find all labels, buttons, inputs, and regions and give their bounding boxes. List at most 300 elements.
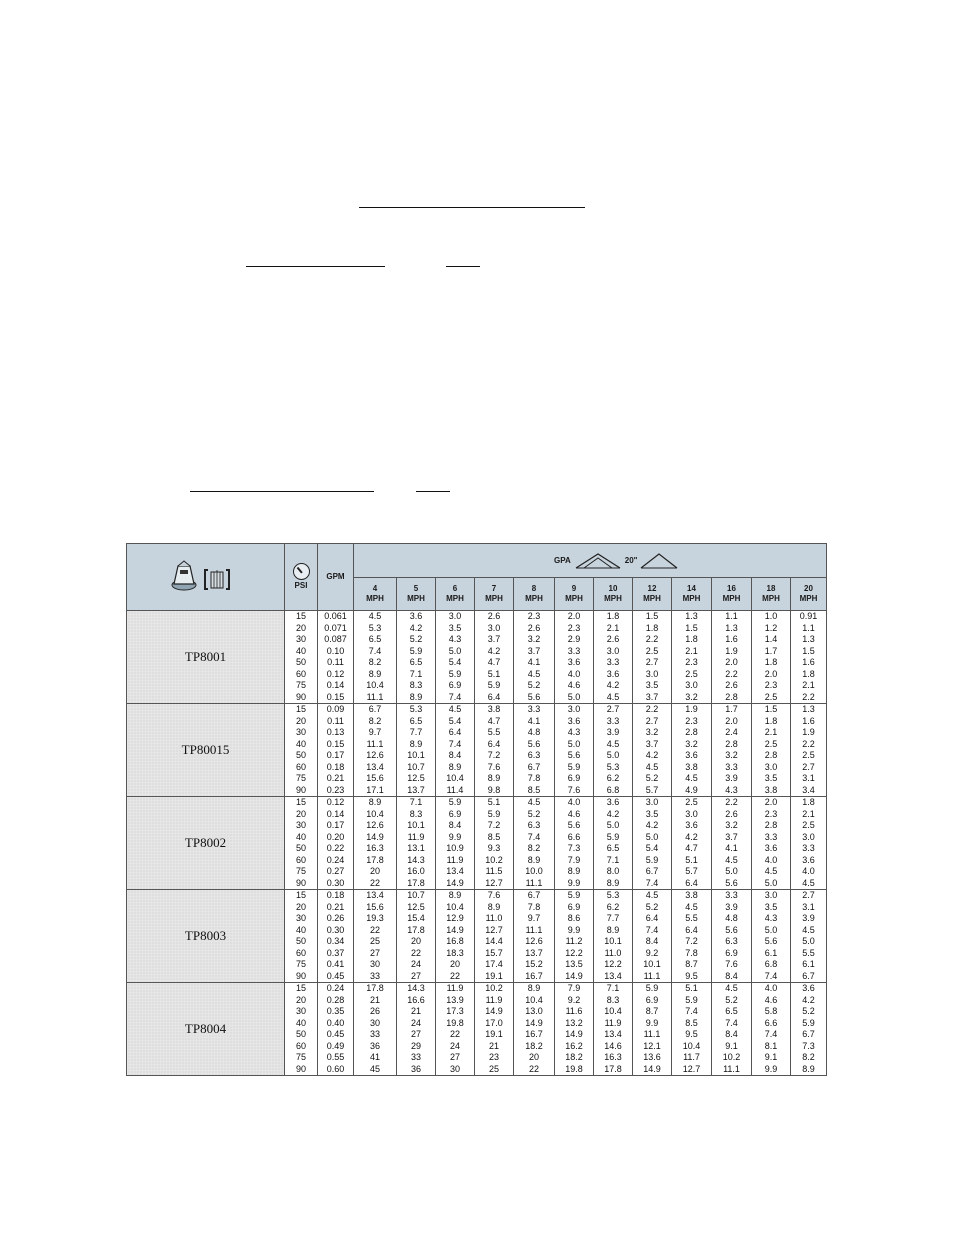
table-value: 5.8 [764, 1006, 778, 1016]
table-value: 6.6 [567, 831, 581, 842]
table-value: 12.7 [682, 1063, 701, 1074]
table-value: 2.3 [527, 611, 541, 621]
table-value: 12.1 [643, 1040, 661, 1051]
table-value: 7.8 [527, 773, 541, 783]
table-value: 6.5 [409, 715, 423, 726]
gpa-values-10-mph [594, 983, 633, 1076]
speed-unit: MPH [604, 594, 622, 603]
table-value: 7.3 [567, 843, 581, 853]
speed-value: 6 [452, 584, 458, 593]
psi-values [285, 983, 318, 1076]
table-value: 14.6 [604, 1040, 622, 1051]
table-value: 5.9 [645, 983, 659, 993]
table-value: 30 [295, 820, 306, 830]
gpa-values-10-mph [594, 890, 633, 983]
table-value: 5.0 [802, 936, 815, 946]
table-value: 30 [369, 1017, 380, 1028]
table-value: 2.9 [567, 634, 581, 644]
gpa-values-5-mph [397, 797, 436, 890]
table-value: 2.5 [764, 691, 778, 702]
table-value: 8.2 [802, 1052, 815, 1062]
table-value: 12.6 [525, 936, 543, 946]
table-value: 3.0 [764, 761, 778, 772]
table-value: 8.0 [606, 866, 620, 876]
gpa-values-18-mph [752, 983, 791, 1076]
table-value: 11.9 [446, 983, 464, 993]
table-value: 40 [295, 831, 306, 842]
table-value: 7.4 [368, 645, 382, 656]
speed-header-16-mph [712, 578, 752, 611]
table-value: 5.6 [725, 924, 738, 935]
speed-value: 20 [804, 584, 813, 593]
table-value: 0.24 [326, 854, 345, 865]
table-value: 10.2 [722, 1052, 741, 1062]
table-value: 7.7 [606, 913, 620, 923]
speed-header-18-mph [752, 578, 791, 611]
table-value: 9.2 [567, 994, 581, 1005]
table-value: 5.6 [764, 936, 778, 946]
table-value: 0.17 [326, 820, 345, 830]
gpa-values-20-mph [791, 797, 827, 890]
table-value: 2.2 [725, 797, 738, 807]
table-value: 6.9 [448, 680, 462, 690]
table-value: 20 [295, 994, 306, 1005]
table-value: 0.45 [326, 1029, 345, 1039]
table-value: 7.4 [764, 970, 778, 981]
table-value: 8.9 [527, 854, 541, 865]
table-value: 7.4 [645, 924, 659, 935]
table-value: 4.5 [645, 761, 659, 772]
table-value: 3.5 [764, 901, 778, 912]
table-value: 0.40 [326, 1017, 345, 1028]
table-value: 11.1 [723, 1063, 740, 1074]
gpm-header-label: GPM [326, 572, 345, 581]
table-value: 12.9 [446, 913, 464, 923]
speed-header-20-mph [791, 578, 827, 611]
table-value: 2.5 [645, 645, 659, 656]
table-value: 3.8 [685, 761, 698, 772]
table-value: 5.5 [685, 913, 698, 923]
table-value: 0.21 [326, 901, 345, 912]
gpa-values-5-mph [397, 890, 436, 983]
table-value: 0.91 [799, 611, 818, 621]
table-value: 4.6 [567, 680, 581, 690]
table-value: 16.2 [565, 1040, 583, 1051]
table-value: 12.5 [407, 773, 425, 783]
table-value: 18.2 [525, 1040, 543, 1051]
table-value: 4.2 [487, 645, 501, 656]
gpa-values-14-mph [672, 983, 712, 1076]
table-value: 2.8 [764, 750, 778, 760]
speed-header-5-mph [397, 578, 436, 611]
table-value: 2.0 [764, 797, 778, 807]
gpa-values-14-mph [672, 890, 712, 983]
psi-header-label: PSI [294, 581, 308, 590]
table-value: 12.6 [366, 820, 384, 830]
gpm-header [318, 544, 354, 611]
table-value: 5.9 [409, 645, 423, 656]
table-value: 2.1 [802, 680, 815, 690]
table-value: 16.7 [525, 1029, 543, 1039]
table-value: 3.7 [725, 831, 738, 842]
psi-values [285, 704, 318, 797]
table-value: 8.5 [527, 784, 541, 795]
table-value: 0.55 [326, 1052, 345, 1062]
table-value: 2.2 [802, 691, 815, 702]
table-value: 5.3 [409, 704, 423, 714]
table-value: 4.0 [567, 668, 581, 679]
nozzle-model: TP8004 [127, 983, 285, 1076]
table-value: 15 [295, 890, 306, 900]
table-row [127, 983, 827, 1076]
table-value: 1.1 [725, 611, 738, 621]
gpa-values-16-mph [712, 890, 752, 983]
table-value: 5.1 [487, 797, 501, 807]
table-value: 3.6 [409, 611, 423, 621]
gpa-values-20-mph [791, 611, 827, 704]
table-value: 1.3 [725, 622, 738, 633]
speed-value: 16 [727, 584, 736, 593]
table-value: 5.0 [567, 691, 581, 702]
table-value: 3.0 [645, 668, 659, 679]
table-value: 5.9 [567, 761, 581, 772]
table-value: 4.8 [725, 913, 738, 923]
table-value: 6.3 [527, 820, 541, 830]
table-value: 3.3 [764, 831, 778, 842]
table-value: 0.23 [326, 784, 345, 795]
table-value: 8.4 [725, 970, 738, 981]
table-value: 20 [295, 622, 306, 633]
table-value: 1.5 [764, 704, 778, 714]
table-value: 11.1 [525, 877, 543, 888]
table-value: 5.4 [448, 715, 462, 726]
table-value: 4.7 [487, 657, 501, 667]
table-value: 4.7 [487, 715, 501, 726]
table-value: 12.2 [565, 947, 583, 958]
table-value: 7.1 [606, 854, 620, 865]
table-value: 2.2 [645, 634, 659, 644]
gpa-values-8-mph [514, 983, 555, 1076]
gpa-values-9-mph [555, 983, 594, 1076]
table-value: 5.6 [567, 750, 581, 760]
underline-field-3 [190, 491, 374, 492]
table-value: 8.9 [487, 901, 501, 912]
table-value: 10.7 [407, 761, 425, 772]
table-value: 13.7 [407, 784, 425, 795]
gpa-values-7-mph [475, 890, 514, 983]
nozzle-model: TP8002 [127, 797, 285, 890]
table-value: 6.1 [802, 959, 815, 969]
table-value: 11.7 [683, 1052, 700, 1062]
table-value: 9.5 [685, 970, 698, 981]
table-value: 0.14 [326, 680, 345, 690]
table-value: 10.2 [485, 854, 503, 865]
table-value: 27 [410, 970, 421, 981]
table-value: 5.9 [567, 890, 581, 900]
table-value: 5.6 [527, 738, 541, 749]
table-value: 3.3 [725, 890, 738, 900]
table-value: 6.5 [368, 634, 382, 644]
table-value: 8.9 [368, 668, 382, 679]
gpa-values-16-mph [712, 611, 752, 704]
table-value: 3.0 [685, 808, 698, 819]
table-value: 4.6 [764, 994, 778, 1005]
gpa-values-18-mph [752, 704, 791, 797]
table-value: 2.8 [725, 691, 738, 702]
table-value: 17.1 [366, 784, 384, 795]
gpa-values-8-mph [514, 890, 555, 983]
table-value: 5.9 [487, 808, 501, 819]
table-value: 2.6 [487, 611, 501, 621]
table-value: 17.3 [446, 1006, 464, 1016]
speed-unit: MPH [722, 594, 741, 603]
table-value: 9.7 [527, 913, 541, 923]
table-value: 7.2 [487, 820, 501, 830]
table-value: 6.2 [606, 773, 620, 783]
nozzle-spacing-label: 20" [624, 556, 638, 565]
gpa-values-20-mph [791, 983, 827, 1076]
table-value: 15.6 [366, 773, 384, 783]
gpa-values-16-mph [712, 797, 752, 890]
table-value: 7.4 [764, 1029, 778, 1039]
table-value: 20 [449, 959, 460, 969]
table-value: 3.0 [606, 645, 620, 656]
table-value: 4.2 [685, 831, 698, 842]
table-value: 0.10 [326, 645, 345, 656]
table-value: 5.9 [606, 831, 620, 842]
table-value: 5.9 [645, 854, 659, 865]
table-value: 9.1 [764, 1052, 778, 1062]
gpa-values-10-mph [594, 704, 633, 797]
table-value: 17.8 [366, 854, 384, 865]
table-value: 14.9 [643, 1063, 661, 1074]
gpm-values [318, 890, 354, 983]
table-value: 5.7 [645, 784, 659, 795]
table-value: 13.4 [366, 890, 384, 900]
table-value: 4.5 [685, 773, 698, 783]
table-value: 2.2 [802, 738, 815, 749]
table-value: 14.3 [407, 983, 425, 993]
table-value: 5.4 [448, 657, 462, 667]
speed-unit: MPH [446, 594, 464, 603]
table-value: 2.1 [606, 622, 620, 633]
table-value: 5.2 [645, 901, 659, 912]
table-value: 5.1 [685, 854, 698, 865]
table-value: 6.4 [448, 727, 462, 737]
table-value: 8.9 [606, 877, 620, 888]
speed-unit: MPH [366, 594, 384, 603]
table-value: 1.1 [802, 622, 815, 633]
speed-header-12-mph [633, 578, 672, 611]
table-value: 5.7 [685, 866, 698, 876]
table-value: 6.8 [606, 784, 620, 795]
table-value: 9.5 [685, 1029, 698, 1039]
gpa-values-14-mph [672, 704, 712, 797]
gpa-values-8-mph [514, 611, 555, 704]
table-value: 0.27 [326, 866, 345, 876]
speed-header-14-mph [672, 578, 712, 611]
table-value: 2.7 [802, 890, 815, 900]
table-value: 13.1 [407, 843, 425, 853]
table-value: 8.3 [409, 680, 423, 690]
table-value: 9.1 [725, 1040, 738, 1051]
table-value: 3.2 [725, 820, 738, 830]
table-value: 11.1 [643, 970, 661, 981]
table-value: 21 [488, 1040, 499, 1051]
table-value: 8.2 [368, 657, 382, 667]
table-value: 17.0 [485, 1017, 503, 1028]
table-value: 11.1 [525, 924, 543, 935]
table-value: 5.9 [685, 994, 698, 1005]
table-value: 9.2 [645, 947, 659, 958]
table-value: 10.4 [604, 1006, 622, 1016]
table-value: 3.7 [487, 634, 501, 644]
table-value: 2.5 [802, 750, 815, 760]
table-value: 18.2 [565, 1052, 583, 1062]
table-value: 3.6 [802, 854, 815, 865]
table-value: 27 [369, 947, 380, 958]
table-value: 3.4 [802, 784, 815, 795]
speed-unit: MPH [525, 594, 543, 603]
nozzle-model: TP8003 [127, 890, 285, 983]
table-value: 5.0 [448, 645, 462, 656]
table-value: 6.9 [725, 947, 738, 958]
table-value: 41 [369, 1052, 380, 1062]
table-value: 50 [295, 843, 306, 853]
nozzle-icon [156, 556, 256, 596]
table-value: 4.5 [802, 877, 815, 888]
table-value: 8.9 [409, 691, 423, 702]
table-value: 0.28 [326, 994, 345, 1005]
table-value: 8.9 [409, 738, 423, 749]
table-value: 20 [295, 715, 306, 726]
table-value: 10.1 [407, 820, 425, 830]
table-value: 4.1 [527, 715, 541, 726]
table-value: 15 [295, 797, 306, 807]
table-value: 0.49 [326, 1040, 345, 1051]
table-value: 2.8 [685, 727, 698, 737]
table-value: 7.4 [448, 738, 462, 749]
table-value: 10.4 [446, 773, 464, 783]
table-value: 10.4 [525, 994, 543, 1005]
table-value: 14.4 [485, 936, 503, 946]
speed-header-9-mph [555, 578, 594, 611]
table-value: 15 [295, 983, 306, 993]
table-value: 6.7 [527, 761, 541, 772]
table-value: 3.6 [567, 657, 581, 667]
table-value: 16.7 [525, 970, 543, 981]
gpm-values [318, 983, 354, 1076]
table-value: 9.9 [645, 1017, 659, 1028]
table-value: 4.1 [527, 657, 541, 667]
gpa-values-14-mph [672, 797, 712, 890]
speed-unit: MPH [643, 594, 661, 603]
table-value: 22 [528, 1063, 539, 1074]
table-value: 3.0 [487, 622, 501, 633]
table-value: 8.9 [527, 983, 541, 993]
table-value: 8.1 [764, 1040, 778, 1051]
table-value: 6.8 [764, 959, 778, 969]
table-value: 5.0 [764, 877, 778, 888]
table-row [127, 704, 827, 797]
gpa-values-9-mph [555, 890, 594, 983]
table-value: 1.8 [685, 634, 698, 644]
gpa-values-5-mph [397, 611, 436, 704]
table-value: 13.4 [604, 1029, 622, 1039]
table-value: 3.2 [685, 691, 698, 702]
table-value: 26 [369, 1006, 380, 1016]
table-value: 6.5 [606, 843, 620, 853]
table-value: 2.1 [685, 645, 698, 656]
table-value: 33 [410, 1052, 421, 1062]
table-value: 12.2 [604, 959, 622, 969]
table-value: 0.12 [326, 797, 345, 807]
table-value: 75 [295, 773, 306, 783]
table-value: 6.4 [487, 691, 501, 702]
table-value: 3.2 [527, 634, 541, 644]
table-value: 3.9 [725, 901, 738, 912]
table-value: 24 [410, 959, 421, 969]
speed-unit: MPH [565, 594, 583, 603]
table-value: 5.2 [527, 680, 541, 690]
table-value: 4.8 [527, 727, 541, 737]
table-value: 30 [295, 727, 306, 737]
gpm-values [318, 704, 354, 797]
gpa-values-18-mph [752, 797, 791, 890]
table-value: 11.9 [604, 1017, 622, 1028]
table-value: 2.0 [764, 668, 778, 679]
table-value: 75 [295, 959, 306, 969]
table-value: 6.9 [567, 901, 581, 912]
table-value: 11.0 [604, 947, 622, 958]
table-value: 5.9 [448, 668, 462, 679]
table-value: 20 [369, 866, 380, 876]
table-value: 0.24 [326, 983, 345, 993]
table-value: 22 [369, 877, 380, 888]
table-value: 16.8 [446, 936, 464, 946]
table-value: 6.5 [409, 657, 423, 667]
table-value: 17.8 [366, 983, 384, 993]
gpa-values-4-mph [354, 890, 397, 983]
table-value: 60 [295, 854, 306, 865]
table-value: 20 [295, 901, 306, 912]
table-value: 20 [528, 1052, 539, 1062]
table-value: 3.6 [685, 820, 698, 830]
table-value: 9.9 [764, 1063, 778, 1074]
psi-values [285, 890, 318, 983]
table-value: 3.8 [764, 784, 778, 795]
table-value: 19.1 [485, 970, 503, 981]
table-value: 3.0 [685, 680, 698, 690]
spray-pattern-icon [574, 552, 622, 570]
table-value: 0.15 [326, 738, 345, 749]
table-value: 8.9 [567, 866, 581, 876]
table-value: 11.4 [446, 784, 464, 795]
table-value: 16.3 [604, 1052, 622, 1062]
table-value: 7.4 [685, 1006, 698, 1016]
table-value: 11.9 [407, 831, 425, 842]
table-value: 7.1 [606, 983, 620, 993]
speed-unit: MPH [799, 594, 818, 603]
table-value: 3.2 [685, 738, 698, 749]
table-value: 0.30 [326, 924, 345, 935]
table-value: 17.8 [407, 877, 425, 888]
table-value: 4.5 [527, 668, 541, 679]
table-value: 17.8 [407, 924, 425, 935]
table-value: 0.12 [326, 668, 345, 679]
gpa-values-5-mph [397, 983, 436, 1076]
table-value: 14.9 [446, 924, 464, 935]
